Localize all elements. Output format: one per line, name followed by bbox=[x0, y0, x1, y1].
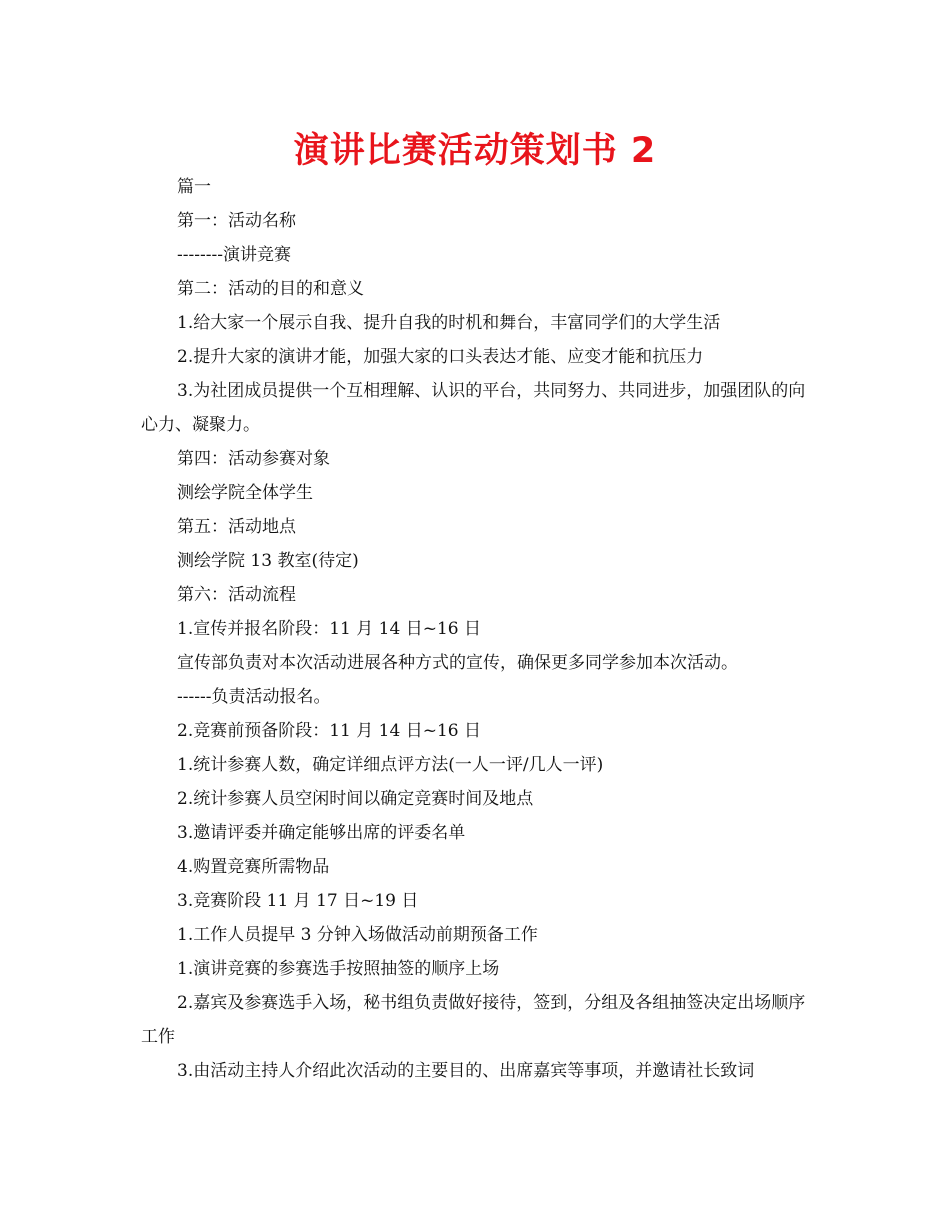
paragraph: 1.工作人员提早 3 分钟入场做活动前期预备工作 bbox=[177, 925, 538, 945]
paragraph: ------负责活动报名。 bbox=[177, 687, 331, 707]
paragraph: 1.统计参赛人数，确定详细点评方法(一人一评/几人一评) bbox=[177, 755, 604, 775]
paragraph: 4.购置竞赛所需物品 bbox=[177, 857, 330, 877]
paragraph: 3.由活动主持人介绍此次活动的主要目的、出席嘉宾等事项，并邀请社长致词 bbox=[177, 1061, 755, 1081]
paragraph: 1.演讲竞赛的参赛选手按照抽签的顺序上场 bbox=[177, 959, 500, 979]
paragraph: 2.嘉宾及参赛选手入场，秘书组负责做好接待，签到，分组及各组抽签决定出场顺序工作 bbox=[141, 993, 806, 1047]
paragraph: 第五：活动地点 bbox=[177, 517, 296, 537]
paragraph: 第一：活动名称 bbox=[177, 211, 296, 231]
paragraph: 第四：活动参赛对象 bbox=[177, 449, 330, 469]
document-body bbox=[141, 170, 813, 1088]
paragraph: 宣传部负责对本次活动进展各种方式的宣传，确保更多同学参加本次活动。 bbox=[177, 653, 738, 673]
paragraph: 3.竞赛阶段 11 月 17 日~19 日 bbox=[177, 891, 419, 911]
paragraph: 2.统计参赛人员空闲时间以确定竞赛时间及地点 bbox=[177, 789, 534, 809]
paragraph: 第二：活动的目的和意义 bbox=[177, 279, 364, 299]
paragraph: 1.给大家一个展示自我、提升自我的时机和舞台，丰富同学们的大学生活 bbox=[177, 313, 721, 333]
document-title: 演讲比赛活动策划书 2 bbox=[293, 131, 657, 171]
paragraph: 测绘学院 13 教室(待定) bbox=[177, 551, 359, 571]
paragraph: 3.邀请评委并确定能够出席的评委名单 bbox=[177, 823, 466, 843]
paragraph: --------演讲竞赛 bbox=[177, 245, 291, 265]
paragraph: 2.竞赛前预备阶段：11 月 14 日~16 日 bbox=[177, 721, 481, 741]
paragraph: 1.宣传并报名阶段：11 月 14 日~16 日 bbox=[177, 619, 481, 639]
paragraph: 2.提升大家的演讲才能，加强大家的口头表达才能、应变才能和抗压力 bbox=[177, 347, 704, 367]
paragraph: 篇一 bbox=[177, 177, 211, 197]
paragraph: 测绘学院全体学生 bbox=[177, 483, 313, 503]
paragraph: 3.为社团成员提供一个互相理解、认识的平台，共同努力、共同进步，加强团队的向心力、凝聚力。 bbox=[141, 381, 806, 435]
paragraph: 第六：活动流程 bbox=[177, 585, 296, 605]
